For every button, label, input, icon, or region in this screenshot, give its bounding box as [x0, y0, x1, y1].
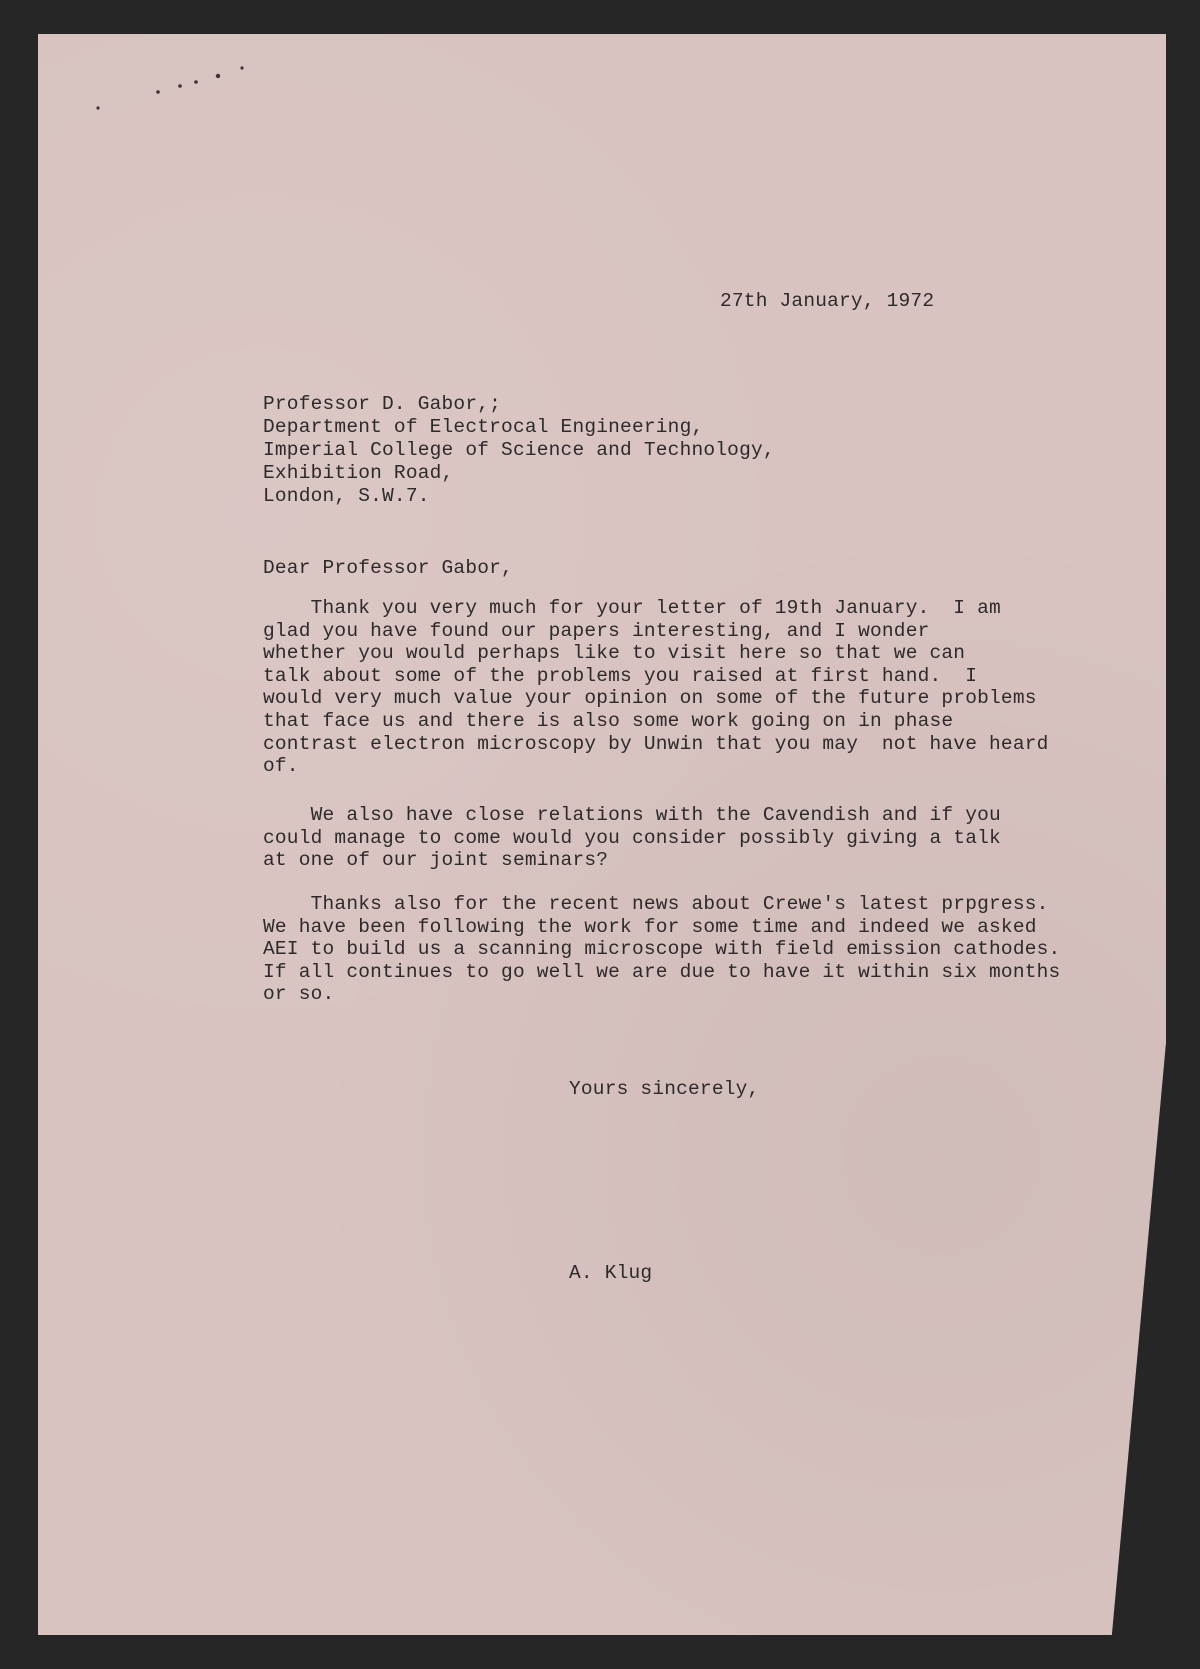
paragraph-line: that face us and there is also some work going on in phase [263, 709, 954, 732]
paragraph-2 [263, 804, 1053, 872]
paragraph-line: If all continues to go well we are due to have it within six months [263, 960, 1061, 983]
paragraph-line: We have been following the work for some time and indeed we asked [263, 915, 1037, 938]
paragraph-line: glad you have found our papers interesting, and I wonder [263, 619, 930, 642]
signature-name: A. Klug [569, 1262, 653, 1284]
paragraph-line: of. [263, 755, 299, 778]
salutation: Dear Professor Gabor, [263, 557, 513, 579]
recipient-city: London, S.W.7. [263, 485, 430, 507]
paragraph-line: whether you would perhaps like to visit here so that we can [263, 642, 966, 665]
paragraph-line: talk about some of the problems you raised at first hand. I [263, 664, 978, 687]
paragraph-1 [263, 597, 1053, 778]
closing: Yours sincerely, [569, 1078, 760, 1100]
paragraph-line: We also have close relations with the Cavendish and if you [263, 804, 1001, 826]
paragraph-line: contrast electron microscopy by Unwin that you may not have heard [263, 732, 1049, 755]
recipient-institution: Imperial College of Science and Technology, [263, 439, 775, 461]
letter-date: 27th January, 1972 [720, 290, 935, 312]
recipient-street: Exhibition Road, [263, 462, 454, 484]
paragraph-line: could manage to come would you consider possibly giving a talk [263, 826, 1001, 849]
paragraph-line: at one of our joint seminars? [263, 849, 609, 872]
recipient-name: Professor D. Gabor,; [263, 393, 502, 415]
paragraph-line: AEI to build us a scanning microscope with field emission cathodes. [263, 938, 1061, 961]
recipient-department: Department of Electrocal Engineering, [263, 416, 704, 438]
paragraph-line: Thanks also for the recent news about Crewe's latest prpgress. [263, 893, 1049, 915]
paragraph-line: or so. [263, 983, 335, 1006]
paragraph-line: would very much value your opinion on some of the future problems [263, 687, 1037, 710]
paragraph-3 [263, 893, 1061, 1006]
paragraph-line: Thank you very much for your letter of 19th January. I am [263, 597, 1001, 619]
